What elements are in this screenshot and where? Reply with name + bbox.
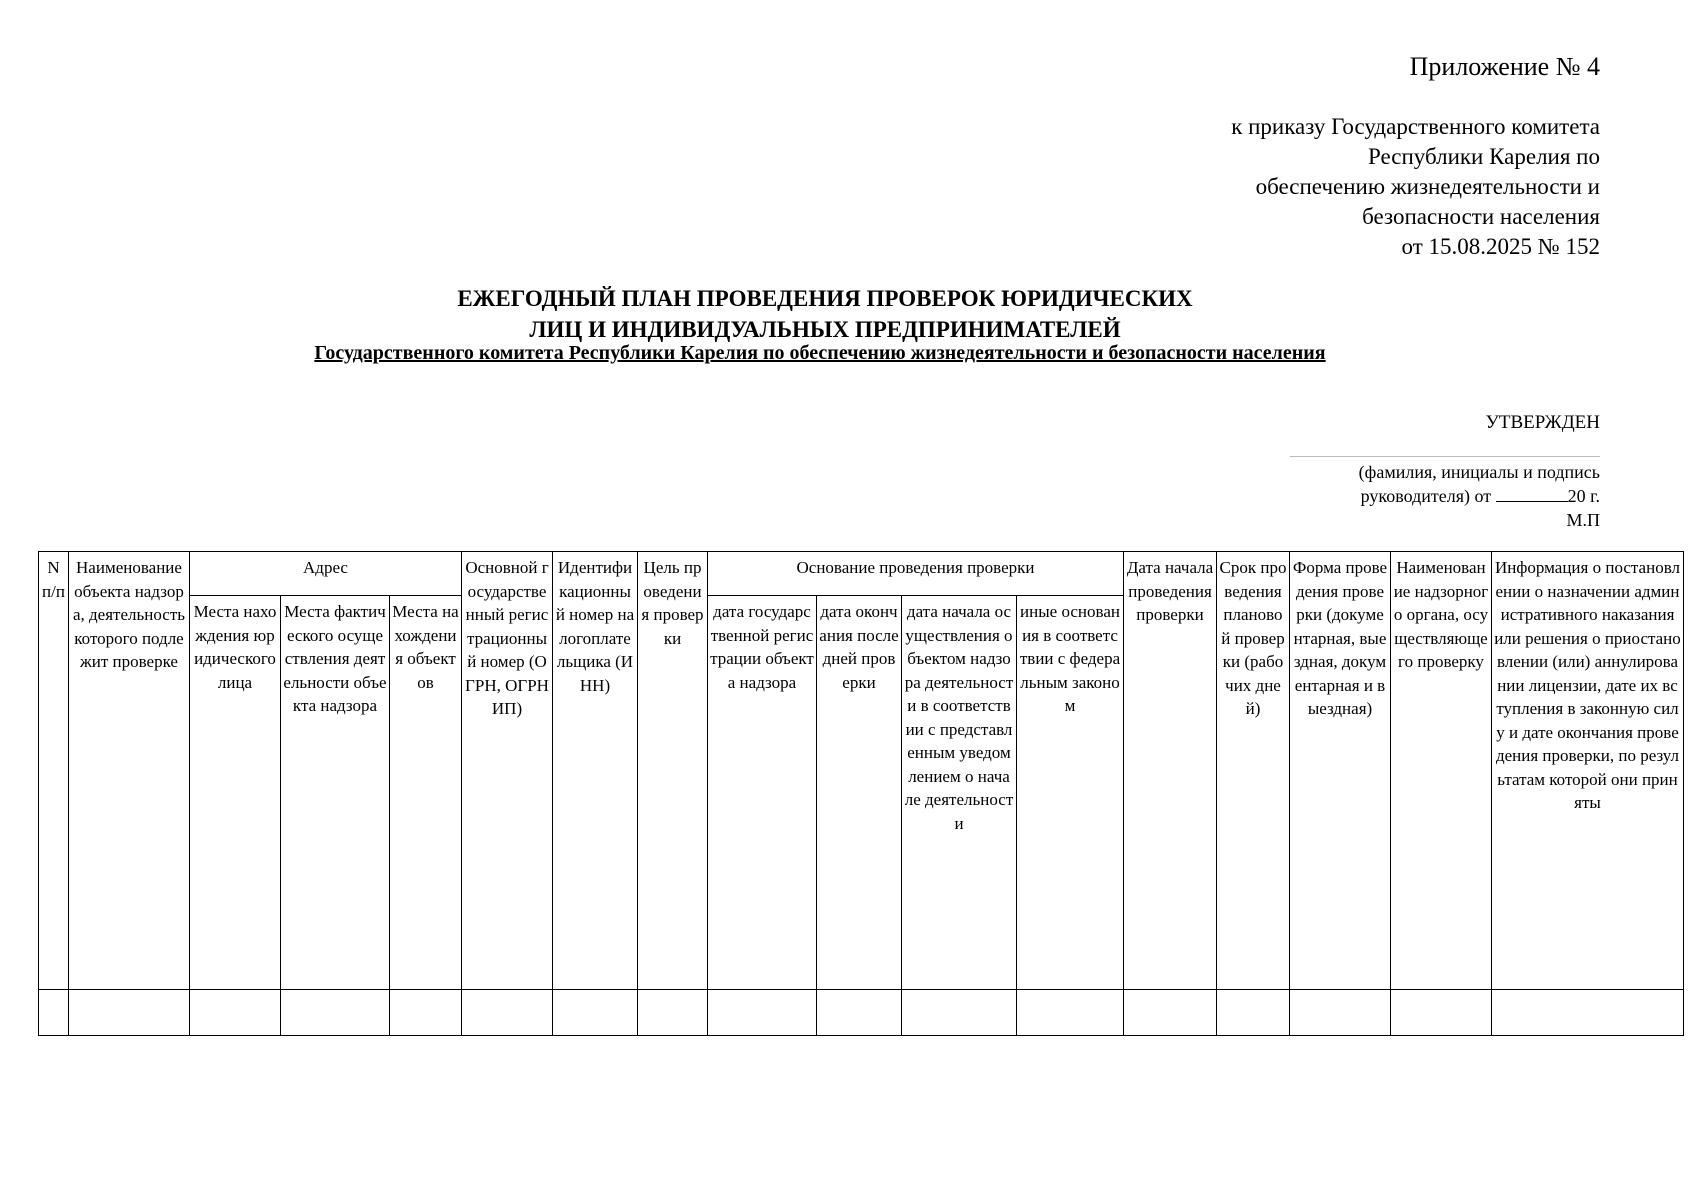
- table-cell: [69, 990, 190, 1036]
- order-ref-line: к приказу Государственного комитета: [1231, 114, 1600, 139]
- header-basis-last-check: дата окончания последней проверки: [817, 596, 902, 990]
- header-object-name: Наименование объекта надзора, деятельность которого подлежит проверке: [69, 552, 190, 990]
- table-cell: [1391, 990, 1492, 1036]
- header-penalty-info: Информация о постановлении о назначении административного наказания или решения о приостановлении (или) аннулировании лицензии, дате их вступления в законную силу и дате окончания проведения проверки, по результатам которой они приняты: [1492, 552, 1684, 990]
- table-row: [39, 990, 1684, 1036]
- table-cell: [1017, 990, 1124, 1036]
- header-goal: Цель проведения проверки: [638, 552, 708, 990]
- date-blank: [1496, 485, 1568, 502]
- order-ref-line: обеспечению жизнедеятельности и: [1255, 174, 1600, 199]
- seal-label: М.П: [1566, 510, 1600, 530]
- table-cell: [1492, 990, 1684, 1036]
- table-cell: [553, 990, 638, 1036]
- header-basis-other: иные основания в соответствии с федеральным законом: [1017, 596, 1124, 990]
- table-cell: [39, 990, 69, 1036]
- header-address-group: Адрес: [190, 552, 462, 596]
- header-address-objects: Места нахождения объектов: [390, 596, 462, 990]
- table-cell: [708, 990, 817, 1036]
- caption-suffix: 20 г.: [1567, 486, 1600, 506]
- table-cell: [390, 990, 462, 1036]
- document-title: [0, 283, 1650, 345]
- header-num: N п/п: [39, 552, 69, 990]
- header-basis-group: Основание проведения проверки: [708, 552, 1124, 596]
- header-term: Срок проведения плановой проверки (рабочих дней): [1217, 552, 1290, 990]
- inspection-plan-table: [38, 551, 1684, 1036]
- signature-caption-line-2: [1359, 484, 1600, 508]
- header-address-legal: Места нахождения юридического лица: [190, 596, 281, 990]
- header-basis-registration-date: дата государственной регистрации объекта надзора: [708, 596, 817, 990]
- appendix-title: Приложение № 4: [1409, 52, 1600, 81]
- header-inn: Идентификационный номер налогоплательщика (ИНН): [553, 552, 638, 990]
- table-cell: [902, 990, 1017, 1036]
- table-cell: [1290, 990, 1391, 1036]
- order-ref-line: Республики Карелия по: [1367, 144, 1600, 169]
- table-cell: [638, 990, 708, 1036]
- table-cell: [1124, 990, 1217, 1036]
- header-basis-activity-start: дата начала осуществления объектом надзора деятельности в соответствии с представленным уведомлением о начале деятельности: [902, 596, 1017, 990]
- header-ogrn: Основной государственный регистрационный номер (ОГРН, ОГРНИП): [462, 552, 553, 990]
- header-form: Форма проведения проверки (документарная, выездная, документарная и выездная): [1290, 552, 1391, 990]
- document-subtitle: Государственного комитета Республики Карелия по обеспечению жизнедеятельности и безопасности населения: [314, 342, 1326, 364]
- header-authority: Наименование надзорного органа, осуществляющего проверку: [1391, 552, 1492, 990]
- approved-label: УТВЕРЖДЕН: [1485, 412, 1600, 433]
- signature-caption: [1359, 460, 1600, 532]
- title-line-1: ЕЖЕГОДНЫЙ ПЛАН ПРОВЕДЕНИЯ ПРОВЕРОК ЮРИДИЧЕСКИХ: [457, 286, 1193, 311]
- header-start-date: Дата начала проведения проверки: [1124, 552, 1217, 990]
- caption-prefix: руководителя) от: [1360, 486, 1492, 506]
- title-line-2: ЛИЦ И ИНДИВИДУАЛЬНЫХ ПРЕДПРИНИМАТЕЛЕЙ: [529, 317, 1121, 342]
- order-ref-line: от 15.08.2025 № 152: [1401, 234, 1600, 259]
- signature-line: [1290, 456, 1600, 457]
- table-cell: [190, 990, 281, 1036]
- signature-caption-line-1: (фамилия, инициалы и подпись: [1358, 462, 1600, 482]
- table-cell: [281, 990, 390, 1036]
- order-reference: [1231, 112, 1600, 262]
- table-cell: [462, 990, 553, 1036]
- order-ref-line: безопасности населения: [1362, 204, 1600, 229]
- header-address-actual: Места фактического осуществления деятельности объекта надзора: [281, 596, 390, 990]
- table-cell: [817, 990, 902, 1036]
- table-cell: [1217, 990, 1290, 1036]
